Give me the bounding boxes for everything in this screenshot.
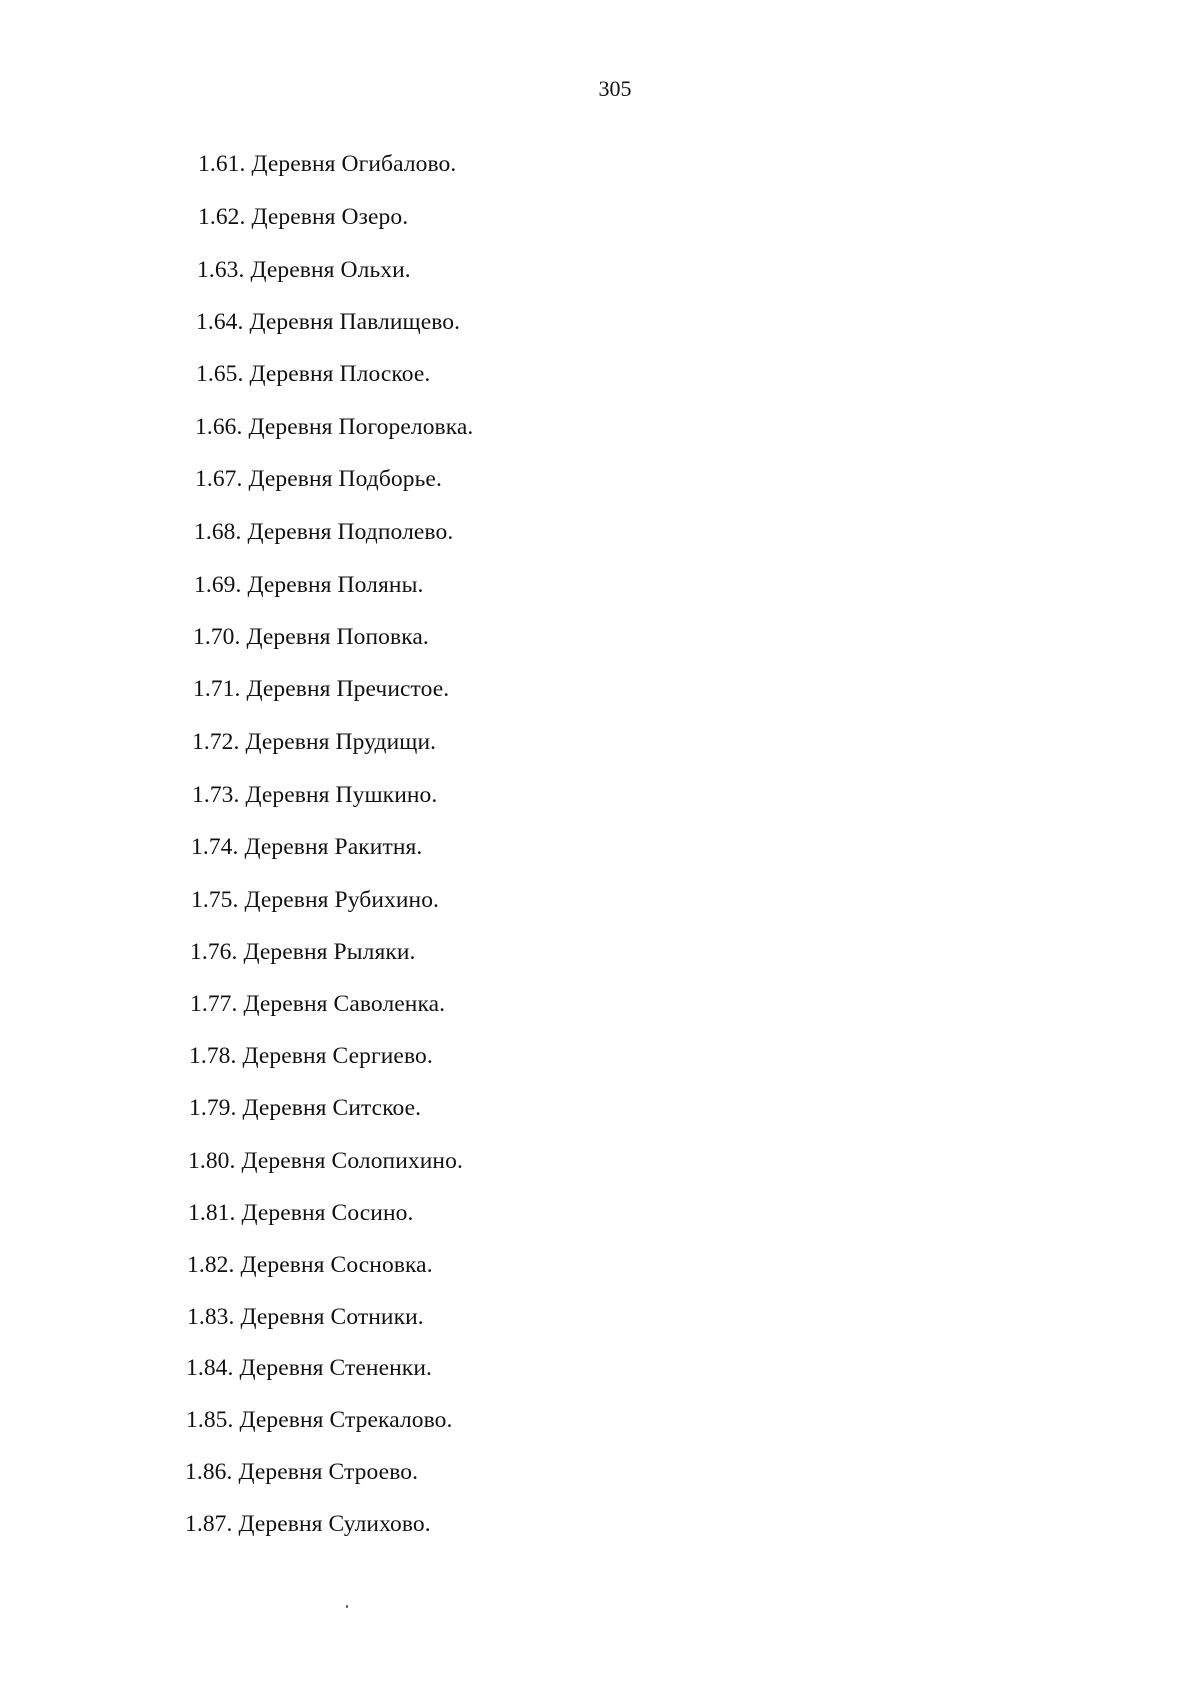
list-item: 1.81. Деревня Сосино. xyxy=(188,1200,414,1226)
list-item: 1.87. Деревня Сулихово. xyxy=(185,1511,431,1537)
list-item: 1.61. Деревня Огибалово. xyxy=(198,151,457,177)
list-item: 1.83. Деревня Сотники. xyxy=(187,1304,424,1330)
list-item: 1.67. Деревня Подборье. xyxy=(195,466,442,492)
list-item: 1.68. Деревня Подполево. xyxy=(194,519,454,545)
page-number: 305 xyxy=(598,76,632,101)
list-item: 1.72. Деревня Прудищи. xyxy=(192,729,437,755)
list-item: 1.78. Деревня Сергиево. xyxy=(189,1043,433,1069)
scan-speck xyxy=(346,1605,348,1608)
list-item: 1.63. Деревня Ольхи. xyxy=(197,257,411,283)
list-item: 1.76. Деревня Рыляки. xyxy=(190,939,416,965)
list-item: 1.62. Деревня Озеро. xyxy=(198,204,409,230)
list-item: 1.74. Деревня Ракитня. xyxy=(191,834,423,860)
list-item: 1.84. Деревня Стененки. xyxy=(186,1355,432,1381)
list-item: 1.71. Деревня Пречистое. xyxy=(193,676,450,702)
list-item: 1.86. Деревня Строево. xyxy=(185,1459,419,1485)
list-item: 1.85. Деревня Стрекалово. xyxy=(186,1407,453,1433)
list-item: 1.80. Деревня Солопихино. xyxy=(188,1148,463,1174)
list-item: 1.77. Деревня Саволенка. xyxy=(190,991,446,1017)
list-item: 1.65. Деревня Плоское. xyxy=(196,361,431,387)
list-item: 1.82. Деревня Сосновка. xyxy=(187,1252,433,1278)
list-item: 1.69. Деревня Поляны. xyxy=(194,572,424,598)
list-item: 1.79. Деревня Ситское. xyxy=(189,1095,422,1121)
list-item: 1.66. Деревня Погореловка. xyxy=(195,414,474,440)
list-item: 1.70. Деревня Поповка. xyxy=(193,624,429,650)
list-item: 1.73. Деревня Пушкино. xyxy=(192,782,438,808)
list-item: 1.64. Деревня Павлищево. xyxy=(196,309,461,335)
list-item: 1.75. Деревня Рубихино. xyxy=(191,887,440,913)
